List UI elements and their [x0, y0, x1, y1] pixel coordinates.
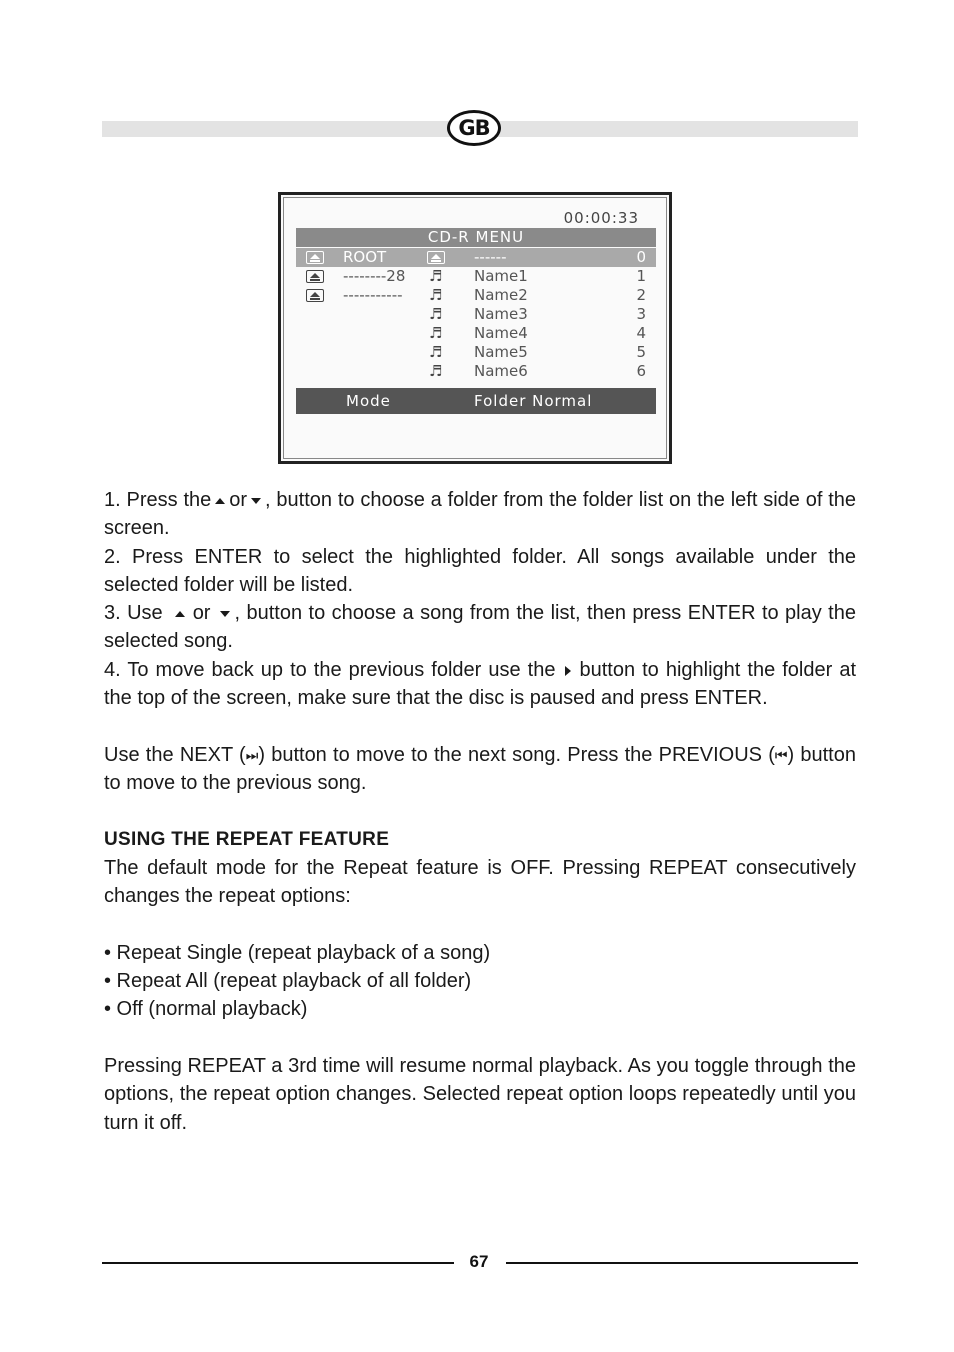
menu-row: [296, 286, 656, 305]
music-note-icon: ♬: [429, 362, 443, 380]
section-heading: USING THE REPEAT FEATURE: [104, 828, 390, 850]
menu-row: [296, 324, 656, 343]
repeat-outro: Pressing REPEAT a 3rd time will resume normal playback. As you toggle through the options, the repeat option changes. Selected repeat option loops repeatedly until you turn it off.: [104, 1054, 856, 1134]
music-note-icon: ♬: [429, 343, 443, 361]
instruction-step-1: 1. Press the or , button to choose a folder from the folder list on the left side of the screen.: [104, 489, 857, 540]
song-name: ------: [474, 248, 507, 266]
menu-row: [296, 248, 656, 267]
repeat-option: • Repeat All (repeat playback of all folder): [104, 970, 472, 993]
music-note-icon: ♬: [429, 286, 443, 304]
music-note-icon: ♬: [429, 267, 443, 285]
music-note-icon: ♬: [429, 324, 443, 342]
song-number: 2: [636, 286, 646, 304]
folder-up-icon: [306, 251, 324, 264]
language-badge: GB: [447, 110, 501, 146]
down-arrow-icon: [220, 611, 230, 617]
song-name: Name5: [474, 343, 528, 361]
cdr-menu-screen: [278, 192, 672, 464]
song-number: 6: [636, 362, 646, 380]
up-arrow-icon: [215, 498, 225, 504]
song-number: 4: [636, 324, 646, 342]
down-arrow-icon: [251, 498, 261, 504]
song-number: 3: [636, 305, 646, 323]
menu-row: [296, 305, 656, 324]
song-number: 1: [636, 267, 646, 285]
up-arrow-icon: [175, 611, 185, 617]
song-name: Name2: [474, 286, 528, 304]
previous-track-icon: ⏮: [774, 746, 788, 763]
page-number: 67: [469, 1252, 489, 1271]
song-number: 0: [636, 248, 646, 266]
navigation-paragraph: Use the NEXT (⏭) button to move to the next song. Press the PREVIOUS (⏮) button to move to the previous song.: [104, 743, 856, 794]
instruction-step-3: 3. Use or , button to choose a song from the list, then press ENTER to play the selected song.: [104, 602, 856, 653]
music-note-icon: ♬: [429, 305, 443, 323]
song-name: Name3: [474, 305, 528, 323]
instruction-step-2: 2. Press ENTER to select the highlighted folder. All songs available under the selected folder will be listed.: [104, 545, 856, 596]
playback-time: 00:00:33: [563, 209, 639, 227]
right-arrow-icon: [565, 666, 571, 676]
instruction-step-4: 4. To move back up to the previous folder use the button to highlight the folder at the top of the screen, make sure that the disc is paused and press ENTER.: [104, 658, 856, 710]
menu-title: CD-R MENU: [296, 228, 656, 247]
footer-rule-left: [102, 1262, 454, 1264]
folder-name: -----------: [343, 286, 403, 304]
mode-label: Mode: [346, 392, 391, 410]
song-name: Name1: [474, 267, 528, 285]
next-track-icon: ⏭: [245, 746, 259, 763]
folder-up-icon: [306, 270, 324, 283]
song-name: Name6: [474, 362, 528, 380]
mode-value: Folder Normal: [474, 392, 593, 410]
footer-rule-right: [506, 1262, 858, 1264]
menu-row: [296, 362, 656, 381]
folder-up-icon: [306, 289, 324, 302]
repeat-option: • Off (normal playback): [104, 998, 308, 1021]
song-number: 5: [636, 343, 646, 361]
repeat-intro: The default mode for the Repeat feature is OFF. Pressing REPEAT consecutively changes the repeat options:: [104, 856, 856, 908]
menu-row: [296, 267, 656, 286]
menu-row: [296, 343, 656, 362]
song-name: Name4: [474, 324, 528, 342]
repeat-option: • Repeat Single (repeat playback of a song): [104, 941, 491, 964]
folder-up-icon: [427, 251, 445, 264]
folder-name: ROOT: [343, 248, 387, 266]
mode-bar: [296, 388, 656, 414]
body-text: [104, 486, 856, 1137]
folder-name: --------28: [343, 267, 406, 285]
